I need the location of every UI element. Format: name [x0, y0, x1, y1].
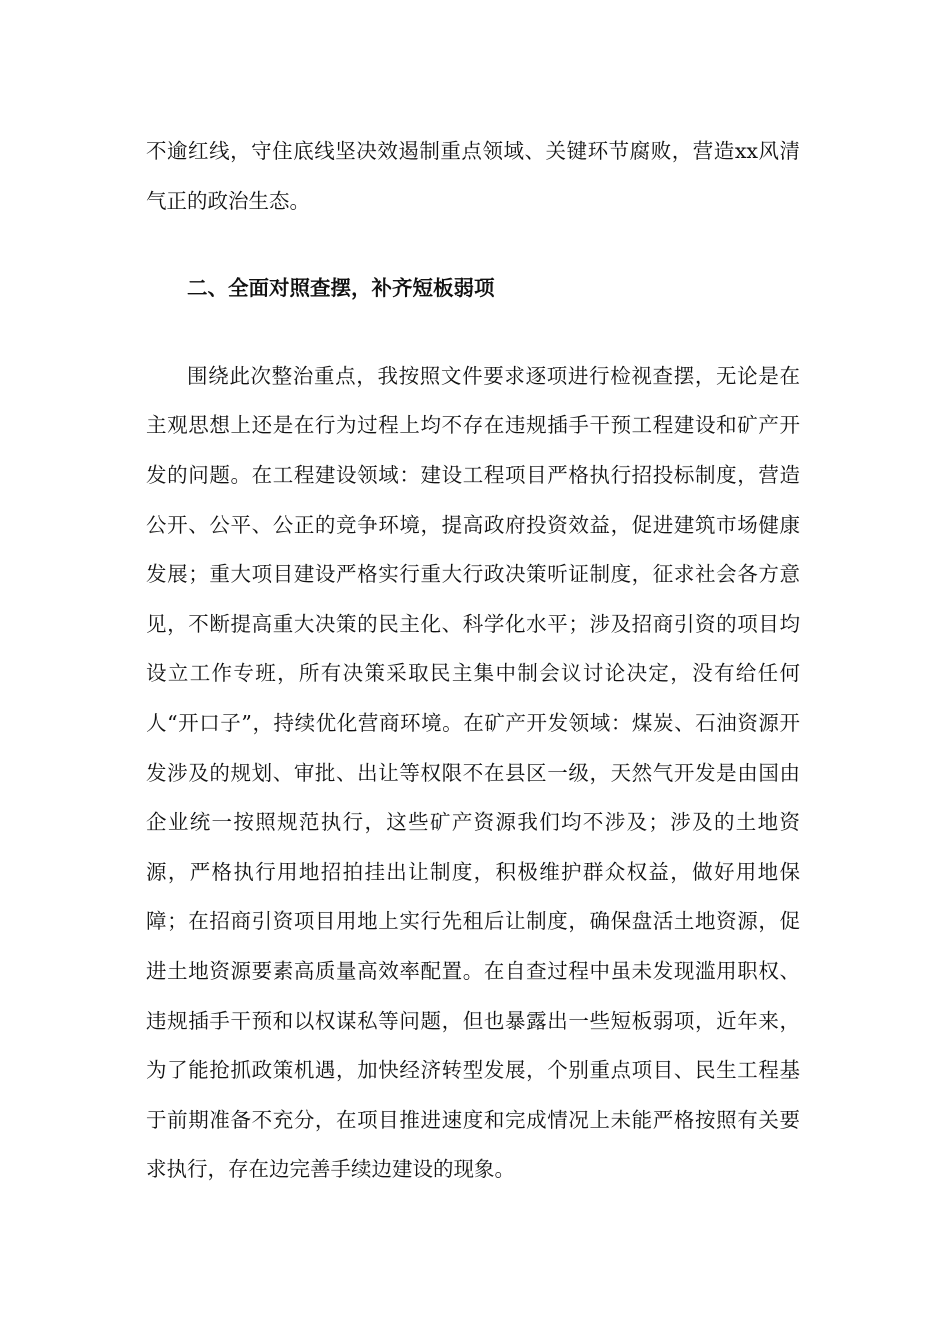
- section-heading: 二、全面对照查摆，补齐短板弱项: [187, 276, 495, 301]
- document-body: [146, 127, 800, 1195]
- body-paragraph: 围绕此次整治重点，我按照文件要求逐项进行检视查摆，无论是在主观思想上还是在行为过程上均不存在违规插手干预工程建设和矿产开发的问题。在工程建设领域：建设工程项目严格执行招投标制度，营造公开、公平、公正的竞争环境，提高政府投资效益，促进建筑市场健康发展；重大项目建设严格实行重大行政决策听证制度，征求社会各方意见，不断提高重大决策的民主化、科学化水平；涉及招商引资的项目均设立工作专班，所有决策采取民主集中制会议讨论决定，没有给任何人“开口子”，持续优化营商环境。在矿产开发领域：煤炭、石油资源开发涉及的规划、审批、出让等权限不在县区一级，天然气开发是由国由企业统一按照规范执行，这些矿产资源我们均不涉及；涉及的土地资源，严格执行用地招拍挂出让制度，积极维护群众权益，做好用地保障；在招商引资项目用地上实行先租后让制度，确保盘活土地资源，促进土地资源要素高质量高效率配置。在自查过程中虽未发现滥用职权、违规插手干预和以权谋私等问题，但也暴露出一些短板弱项，近年来，为了能抢抓政策机遇，加快经济转型发展，个别重点项目、民生工程基于前期准备不充分，在项目推进速度和完成情况上未能严格按照有关要求执行，存在边完善手续边建设的现象。: [146, 363, 800, 1182]
- continuation-paragraph: 不逾红线，守住底线坚决效遏制重点领域、关键环节腐败，营造xx风清气正的政治生态。: [146, 139, 800, 213]
